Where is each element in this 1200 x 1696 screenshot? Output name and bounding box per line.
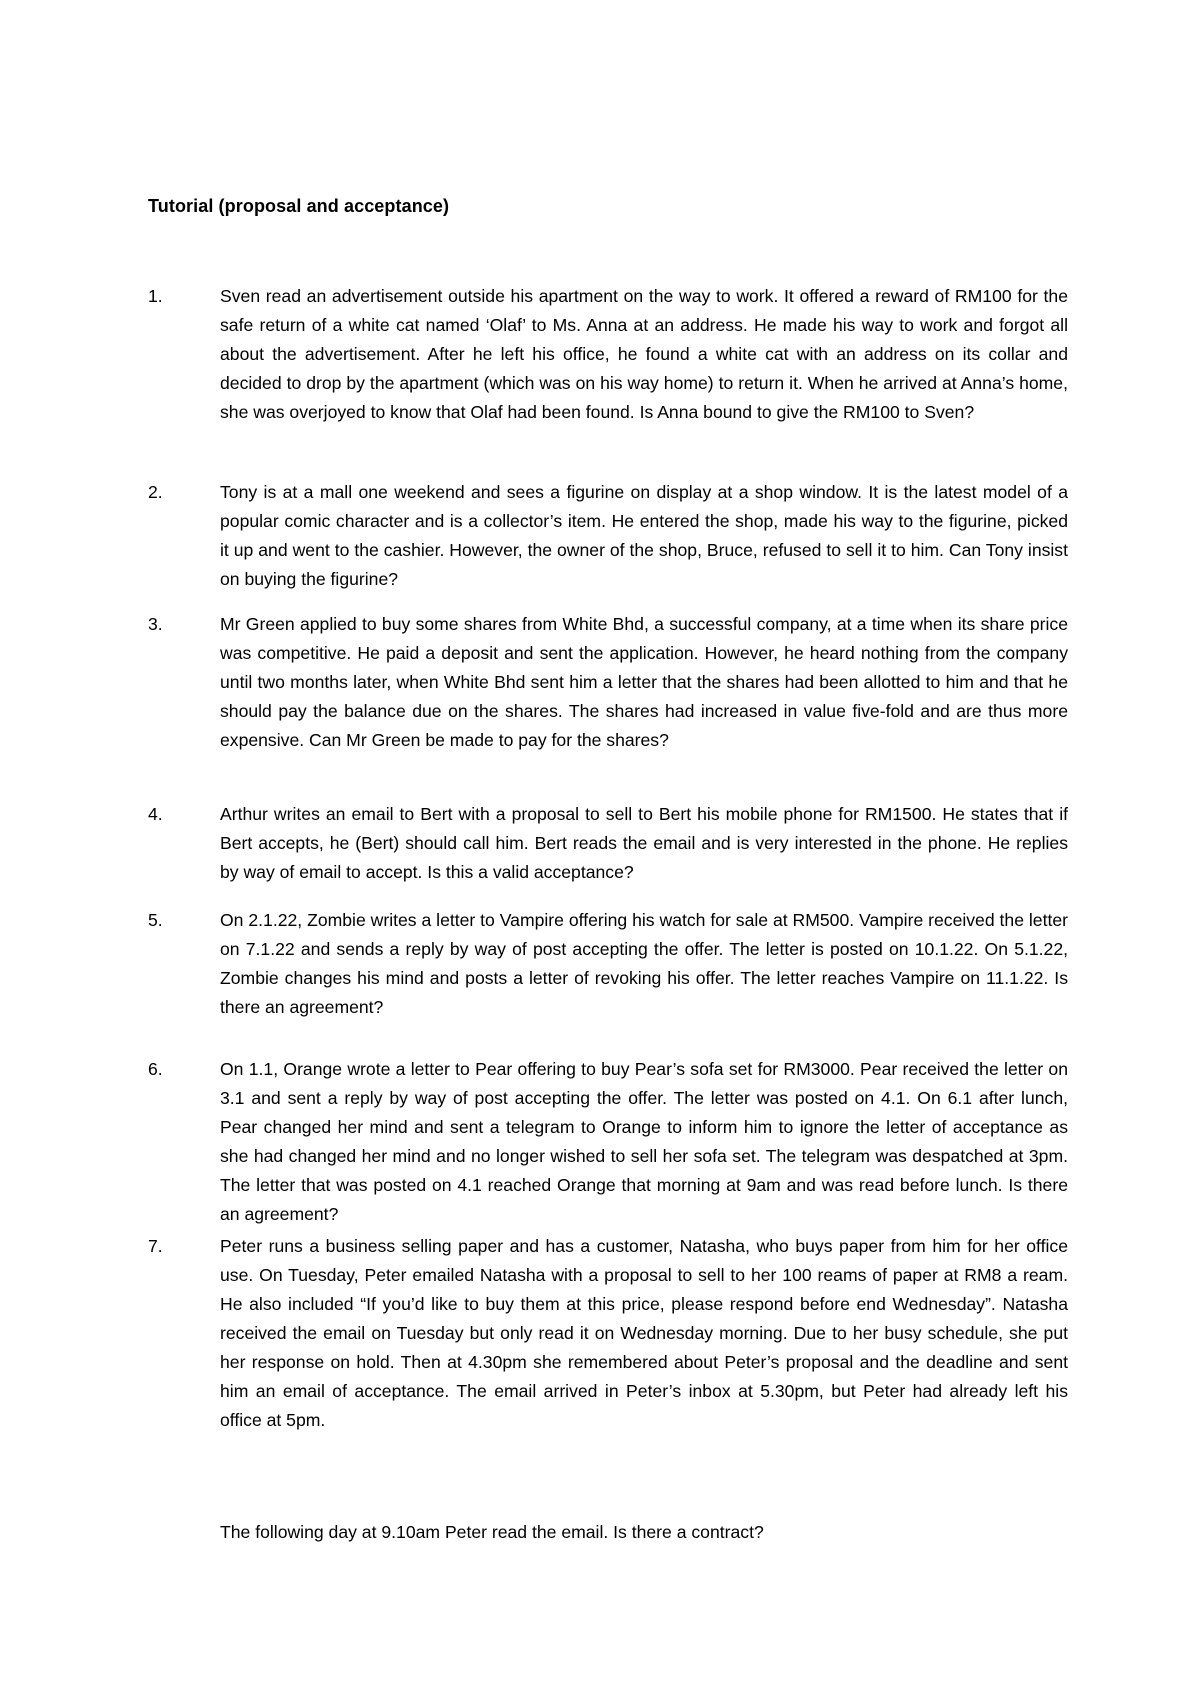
question-number: 1.: [148, 286, 163, 306]
question-number: 4.: [148, 804, 163, 824]
question-number: 7.: [148, 1236, 163, 1256]
document-title: Tutorial (proposal and acceptance): [148, 196, 450, 216]
question-text: Mr Green applied to buy some shares from White Bhd, a successful company, at a time when its share price was competitive. He paid a deposit and sent the application. However, he heard nothing from the company until two months later, when White Bhd sent him a letter that the shares had been allotted to him and that he should pay the balance due on the shares. The shares had increased in value five-fold and are thus more expensive. Can Mr Green be made to pay for the shares?: [220, 614, 1068, 750]
question-text: Peter runs a business selling paper and has a customer, Natasha, who buys paper from him for her office use. On Tuesday, Peter emailed Natasha with a proposal to sell to her 100 reams of paper at RM8 a ream. He also included “If you’d like to buy them at this price, please respond before end Wednesday”. Natasha received the email on Tuesday but only read it on Wednesday morning. Due to her busy schedule, she put her response on hold. Then at 4.30pm she remembered about Peter’s proposal and the deadline and sent him an email of acceptance. The email arrived in Peter’s inbox at 5.30pm, but Peter had already left his office at 5pm.: [220, 1236, 1068, 1430]
question-text: On 2.1.22, Zombie writes a letter to Vampire offering his watch for sale at RM500. Vampire received the letter on 7.1.22 and sends a reply by way of post accepting the offer. The letter is posted on 10.1.22. On 5.1.22, Zombie changes his mind and posts a letter of revoking his offer. The letter reaches Vampire on 11.1.22. Is there an agreement?: [220, 910, 1068, 1017]
question-number: 3.: [148, 614, 163, 634]
question-number: 2.: [148, 482, 163, 502]
question-6: [148, 1055, 1068, 1229]
question-2: [148, 478, 1068, 594]
question-1: [148, 282, 1068, 427]
question-5: [148, 906, 1068, 1022]
question-number: 6.: [148, 1059, 163, 1079]
question-7-followup: The following day at 9.10am Peter read the email. Is there a contract?: [220, 1522, 764, 1542]
question-text: Arthur writes an email to Bert with a proposal to sell to Bert his mobile phone for RM1500. He states that if Bert accepts, he (Bert) should call him. Bert reads the email and is very interested in the phone. He replies by way of email to accept. Is this a valid acceptance?: [220, 804, 1068, 882]
question-4: [148, 800, 1068, 887]
question-number: 5.: [148, 910, 163, 930]
question-7: [148, 1232, 1068, 1435]
question-3: [148, 610, 1068, 755]
question-text: Tony is at a mall one weekend and sees a figurine on display at a shop window. It is the latest model of a popular comic character and is a collector’s item. He entered the shop, made his way to the figurine, picked it up and went to the cashier. However, the owner of the shop, Bruce, refused to sell it to him. Can Tony insist on buying the figurine?: [220, 482, 1068, 589]
question-text: On 1.1, Orange wrote a letter to Pear offering to buy Pear’s sofa set for RM3000. Pear received the letter on 3.1 and sent a reply by way of post accepting the offer. The letter was posted on 4.1. On 6.1 after lunch, Pear changed her mind and sent a telegram to Orange to inform him to ignore the letter of acceptance as she had changed her mind and no longer wished to sell her sofa set. The telegram was despatched at 3pm. The letter that was posted on 4.1 reached Orange that morning at 9am and was read before lunch. Is there an agreement?: [220, 1059, 1068, 1224]
question-text: Sven read an advertisement outside his apartment on the way to work. It offered a reward of RM100 for the safe return of a white cat named ‘Olaf’ to Ms. Anna at an address. He made his way to work and forgot all about the advertisement. After he left his office, he found a white cat with an address on its collar and decided to drop by the apartment (which was on his way home) to return it. When he arrived at Anna’s home, she was overjoyed to know that Olaf had been found. Is Anna bound to give the RM100 to Sven?: [220, 286, 1068, 422]
